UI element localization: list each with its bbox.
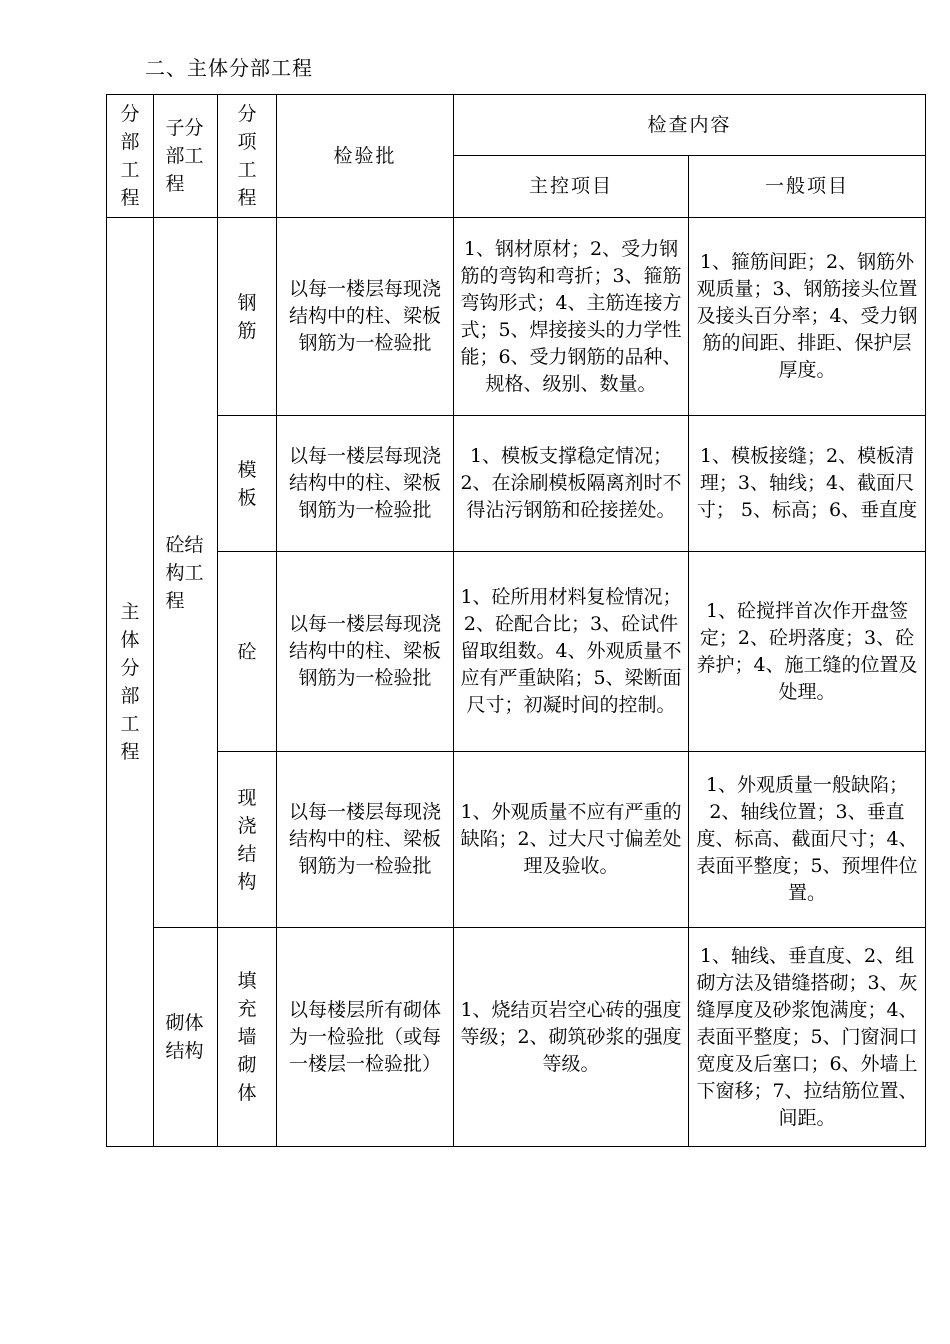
general-cell: 1、砼搅拌首次作开盘签定；2、砼坍落度；3、砼养护；4、施工缝的位置及处理。	[689, 552, 926, 752]
table-row	[107, 552, 926, 752]
table-row	[107, 416, 926, 552]
main-control-cell: 1、模板支撑稳定情况；2、在涂刷模板隔离剂时不得沾污钢筋和砼接搓处。	[454, 416, 689, 552]
main-control-cell: 1、钢材原材；2、受力钢筋的弯钩和弯折；3、箍筋弯钩形式；4、主筋连接方式；5、焊接接头的力学性能；6、受力钢筋的品种、规格、级别、数量。	[454, 218, 689, 416]
header-general: 一般项目	[689, 156, 926, 218]
general-cell: 1、轴线、垂直度、2、组砌方法及错缝搭砌；3、灰缝厚度及砂浆饱满度；4、表面平整度；5、门窗洞口宽度及后塞口；6、外墙上下窗移；7、拉结筋位置、间距。	[689, 928, 926, 1147]
header-main-control: 主控项目	[454, 156, 689, 218]
table-row	[107, 218, 926, 416]
main-control-cell: 1、外观质量不应有严重的缺陷；2、过大尺寸偏差处理及验收。	[454, 752, 689, 928]
division-name: 主体分部工程	[107, 218, 154, 1147]
table-row	[107, 752, 926, 928]
header-subdivision: 子分部工程	[154, 95, 218, 218]
section-heading: 二、主体分部工程	[145, 56, 313, 80]
item-name: 现浇结构	[218, 752, 277, 928]
general-cell: 1、外观质量一般缺陷；2、轴线位置；3、垂直度、标高、截面尺寸；4、表面平整度；5、预埋件位置。	[689, 752, 926, 928]
batch-cell: 以每一楼层每现浇结构中的柱、梁板钢筋为一检验批	[277, 218, 454, 416]
item-name: 模板	[218, 416, 277, 552]
item-name: 填充墙砌体	[218, 928, 277, 1147]
table-row	[107, 928, 926, 1147]
general-cell: 1、箍筋间距；2、钢筋外观质量；3、钢筋接头位置及接头百分率；4、受力钢筋的间距、排距、保护层厚度。	[689, 218, 926, 416]
subdivision-concrete: 砼结构工程	[154, 218, 218, 928]
main-control-cell: 1、砼所用材料复检情况；2、砼配合比；3、砼试件留取组数。4、外观质量不应有严重缺陷；5、梁断面尺寸；初凝时间的控制。	[454, 552, 689, 752]
item-name: 钢筋	[218, 218, 277, 416]
general-cell: 1、模板接缝；2、模板清理；3、轴线；4、截面尺寸； 5、标高；6、垂直度	[689, 416, 926, 552]
batch-cell: 以每一楼层每现浇结构中的柱、梁板钢筋为一检验批	[277, 416, 454, 552]
batch-cell: 以每楼层所有砌体为一检验批（或每一楼层一检验批）	[277, 928, 454, 1147]
inspection-table	[106, 94, 926, 1147]
batch-cell: 以每一楼层每现浇结构中的柱、梁板钢筋为一检验批	[277, 752, 454, 928]
header-division: 分部工程	[107, 95, 154, 218]
header-batch: 检验批	[277, 95, 454, 218]
header-item: 分项工程	[218, 95, 277, 218]
main-control-cell: 1、烧结页岩空心砖的强度等级；2、砌筑砂浆的强度等级。	[454, 928, 689, 1147]
batch-cell: 以每一楼层每现浇结构中的柱、梁板钢筋为一检验批	[277, 552, 454, 752]
item-name: 砼	[218, 552, 277, 752]
header-content: 检查内容	[454, 95, 926, 156]
subdivision-masonry: 砌体结构	[154, 928, 218, 1147]
